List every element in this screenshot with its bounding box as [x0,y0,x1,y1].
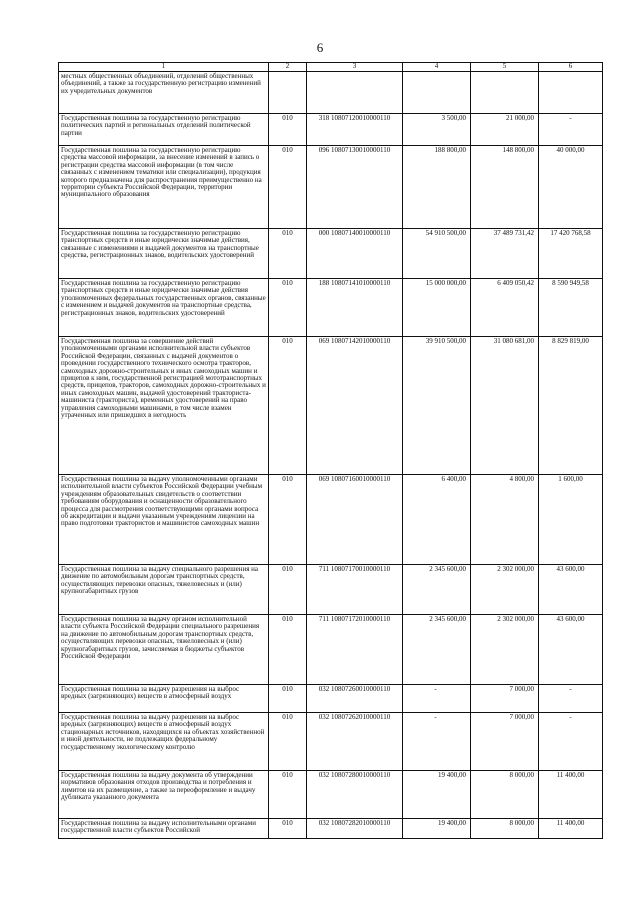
row-budget-code: 096 10807130010000110 [307,146,403,229]
column-header: 3 [307,63,403,72]
row-name: Государственная пошлина за государственную регистрацию транспортных средств и иные юридически значимые действия уполномоченных федеральных государственных органов, связанные с изменением и выдачей документов на транспортные средства, регистрационных знаков, водительских удостоверений [59,279,269,337]
row-budget-code: 188 10807141010000110 [307,279,403,337]
row-approved: 188 800,00 [403,146,471,229]
table-row [59,475,603,565]
row-budget-code [307,72,403,114]
row-line-code: 010 [269,337,307,475]
table-row [59,229,603,279]
row-executed: 21 000,00 [471,114,539,146]
table-row [59,685,603,713]
row-line-code: 010 [269,713,307,771]
row-name: Государственная пошлина за совершение действий уполномоченными органами исполнительной власти субъектов Российской Федерации, связанных с выдачей документов о проведении государственного технического осмотра тракторов, самоходных дорожно-строительных и иных самоходных машин и прицепов к ним, государственной регистрацией мототранспортных средств, прицепов, тракторов, самоходных дорожно-строительных и иных самоходных машин, выдачей удостоверений тракториста-машиниста (тракториста), временных удостоверений на право управления самоходными машинами, в том числе взамен утраченных или пришедших в негодность [59,337,269,475]
row-executed: 6 409 050,42 [471,279,539,337]
row-budget-code: 318 10807120010000110 [307,114,403,146]
table-row [59,565,603,615]
row-budget-code: 711 10807172010000110 [307,615,403,685]
column-header: 2 [269,63,307,72]
row-unexecuted: - [539,685,603,713]
row-approved: - [403,685,471,713]
row-approved: 2 345 600,00 [403,565,471,615]
revenue-table [58,62,603,839]
row-budget-code: 711 10807170010000110 [307,565,403,615]
row-executed: 2 302 000,00 [471,615,539,685]
table-row [59,819,603,839]
row-executed [471,72,539,114]
column-header: 4 [403,63,471,72]
row-name: Государственная пошлина за выдачу документа об утверждении нормативов образования отходов производства и потребления и лимитов на их размещение, а также за переоформление и выдачу дубликата указанного документа [59,771,269,819]
row-unexecuted: 11 400,00 [539,819,603,839]
row-executed: 8 000,00 [471,819,539,839]
row-name: Государственная пошлина за выдачу уполномоченными органами исполнительной власти субъектов Российской Федерации учебным учреждениям образовательных свидетельств о соответствии требованиям оборудования и оснащенности образовательного процесса для рассмотрения соответствующими органами вопроса об аккредитации и выдачи указанным учреждениям лицензии на право подготовки трактористов и машинистов самоходных машин [59,475,269,565]
row-unexecuted: 11 400,00 [539,771,603,819]
row-executed: 7 000,00 [471,685,539,713]
row-budget-code: 000 10807140010000110 [307,229,403,279]
row-name: Государственная пошлина за выдачу исполнительными органами государственной власти субъектов Российской [59,819,269,839]
row-unexecuted: 17 420 768,58 [539,229,603,279]
row-name: Государственная пошлина за выдачу органом исполнительной власти субъекта Российской Федерации специального разрешения на движение по автомобильным дорогам транспортных средств, осуществляющих перевозки опасных, тяжеловесных и (или) крупногабаритных грузов, зачисляемая в бюджеты субъектов Российской Федерации [59,615,269,685]
row-budget-code: 032 10807260010000110 [307,685,403,713]
row-executed: 2 302 000,00 [471,565,539,615]
table-row [59,114,603,146]
row-executed: 148 800,00 [471,146,539,229]
row-name: Государственная пошлина за государственную регистрацию транспортных средств и иные юридически значимые действия, связанные с изменениями и выдачей документов на транспортные средства, регистрационных знаков, водительских удостоверений [59,229,269,279]
row-unexecuted: - [539,114,603,146]
row-name: Государственная пошлина за выдачу специального разрешения на движение по автомобильным дорогам транспортных средств, осуществляющих перевозки опасных, тяжеловесных и (или) крупногабаритных грузов [59,565,269,615]
row-line-code: 010 [269,771,307,819]
row-executed: 4 800,00 [471,475,539,565]
row-name: Государственная пошлина за выдачу разрешения на выброс вредных (загрязняющих) веществ в атмосферный воздух стационарных источников, находящихся на объектах хозяйственной и иной деятельности, не подлежащих федеральному государственному экологическому контролю [59,713,269,771]
row-unexecuted: 8 590 949,58 [539,279,603,337]
table-row [59,771,603,819]
row-approved: 15 000 000,00 [403,279,471,337]
row-line-code: 010 [269,615,307,685]
row-executed: 7 000,00 [471,713,539,771]
row-unexecuted: 43 600,00 [539,615,603,685]
row-name: Государственная пошлина за выдачу разрешения на выброс вредных (загрязняющих) веществ в атмосферный воздух [59,685,269,713]
row-unexecuted: 40 000,00 [539,146,603,229]
row-unexecuted [539,72,603,114]
row-budget-code: 069 10807142010000110 [307,337,403,475]
row-budget-code: 069 10807160010000110 [307,475,403,565]
row-budget-code: 032 10807262010000110 [307,713,403,771]
row-line-code: 010 [269,475,307,565]
row-approved: 2 345 600,00 [403,615,471,685]
row-line-code: 010 [269,279,307,337]
row-executed: 8 000,00 [471,771,539,819]
column-header: 1 [59,63,269,72]
row-line-code: 010 [269,229,307,279]
table-row [59,279,603,337]
page-number: 6 [316,40,324,55]
table-row [59,72,603,114]
row-line-code: 010 [269,685,307,713]
row-line-code [269,72,307,114]
row-line-code: 010 [269,819,307,839]
row-budget-code: 032 10807280010000110 [307,771,403,819]
row-name: Государственная пошлина за государственную регистрацию средства массовой информации, за внесение изменений в запись о регистрации средства массовой информации (в том числе связанных с изменением тематики или специализации), продукция которого предназначена для распространения преимущественно на территории субъекта Российской Федерации, территории муниципального образования [59,146,269,229]
row-approved: 3 500,00 [403,114,471,146]
row-budget-code: 032 10807282010000110 [307,819,403,839]
column-header: 6 [539,63,603,72]
row-approved: 19 400,00 [403,819,471,839]
row-approved [403,72,471,114]
row-line-code: 010 [269,146,307,229]
row-unexecuted: 1 600,00 [539,475,603,565]
row-unexecuted: 8 829 819,00 [539,337,603,475]
column-header: 5 [471,63,539,72]
row-unexecuted: - [539,713,603,771]
table-row [59,713,603,771]
row-executed: 37 489 731,42 [471,229,539,279]
table-row [59,615,603,685]
table-header-row [59,63,603,72]
row-approved: - [403,713,471,771]
row-approved: 54 910 500,00 [403,229,471,279]
row-name: Государственная пошлина за государственную регистрацию политических партий и региональных отделений политической партии [59,114,269,146]
row-executed: 31 080 681,00 [471,337,539,475]
table-row [59,337,603,475]
table-row [59,146,603,229]
row-approved: 19 400,00 [403,771,471,819]
row-name: местных общественных объединений, отделений общественных объединений, а также за государственную регистрацию изменений их учредительных документов [59,72,269,114]
row-approved: 6 400,00 [403,475,471,565]
row-line-code: 010 [269,565,307,615]
row-approved: 39 910 500,00 [403,337,471,475]
row-unexecuted: 43 600,00 [539,565,603,615]
row-line-code: 010 [269,114,307,146]
